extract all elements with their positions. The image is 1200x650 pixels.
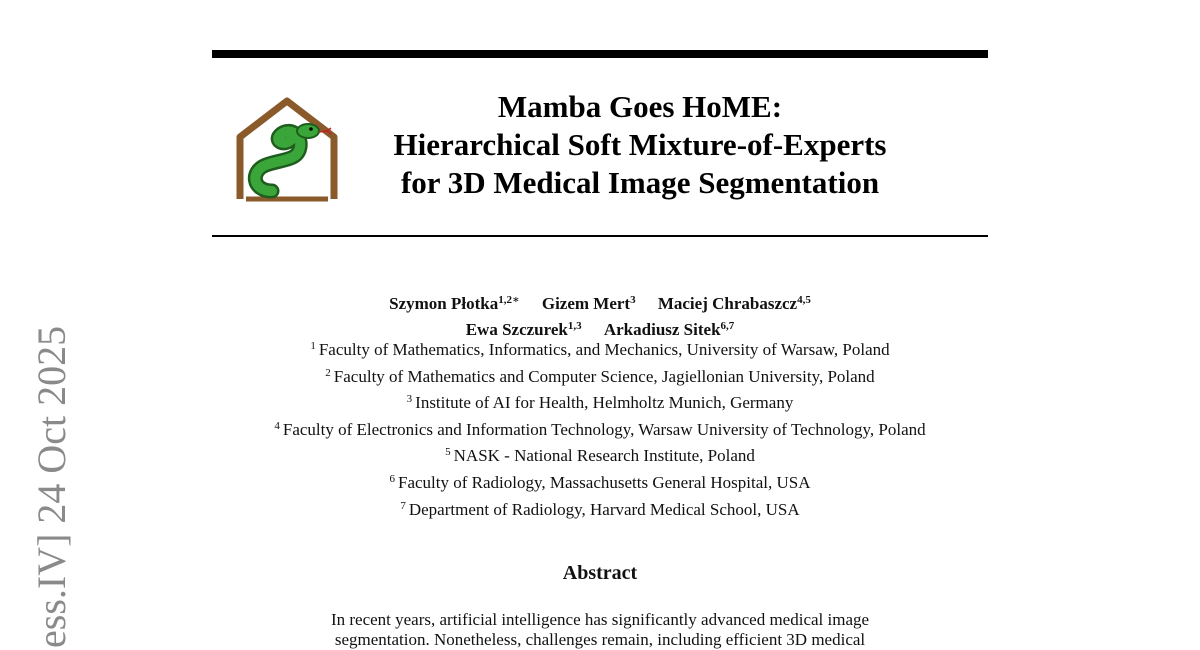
abstract-line: In recent years, artificial intelligence has significantly advanced medical image (330, 610, 870, 629)
affiliation: $^6$ Faculty of Radiology, Massachusetts General Hospital, USA (389, 472, 811, 492)
arxiv-identifier-stamp: ess.IV] 24 Oct 2025 (29, 325, 74, 648)
abstract-line: segmentation. Nonetheless, challenges remain, including efficient 3D medical (334, 630, 866, 649)
affiliation: $^2$ Faculty of Mathematics and Computer Science, Jagiellonian University, Poland (325, 366, 875, 386)
author: Gizem Mert$^3$ (541, 294, 636, 313)
author: Arkadiusz Sitek$^{6,7}$ (603, 320, 735, 339)
affiliation: $^5$ NASK - National Research Institute, Poland (445, 446, 755, 466)
title-line-1: Mamba Goes HoME: (497, 89, 783, 124)
title-bottom-rule (212, 235, 988, 237)
paper-title (340, 88, 940, 202)
title-line-3: for 3D Medical Image Segmentation (400, 165, 880, 200)
affiliation: $^3$ Institute of AI for Health, Helmholtz Munich, Germany (406, 393, 794, 413)
abstract-text (262, 610, 938, 650)
affiliation: $^7$ Department of Radiology, Harvard Medical School, USA (400, 499, 800, 519)
abstract-heading: Abstract (562, 562, 638, 584)
author-list (212, 289, 988, 341)
title-line-2: Hierarchical Soft Mixture-of-Experts (393, 127, 887, 162)
affiliation: $^4$ Faculty of Electronics and Information Technology, Warsaw University of Technology, Poland (274, 419, 926, 439)
author: Maciej Chrabaszcz$^{4,5}$ (657, 294, 811, 313)
author: Ewa Szczurek$^{1,3}$ (465, 320, 582, 339)
author: Szymon Płotka$^{1,2∗}$ (389, 294, 520, 313)
snake-in-house-logo (232, 95, 342, 207)
author-line-1 (212, 289, 988, 315)
affiliation-list (150, 335, 1050, 521)
title-top-rule (212, 50, 988, 58)
affiliation: $^1$ Faculty of Mathematics, Informatics, and Mechanics, University of Warsaw, Poland (310, 340, 890, 359)
